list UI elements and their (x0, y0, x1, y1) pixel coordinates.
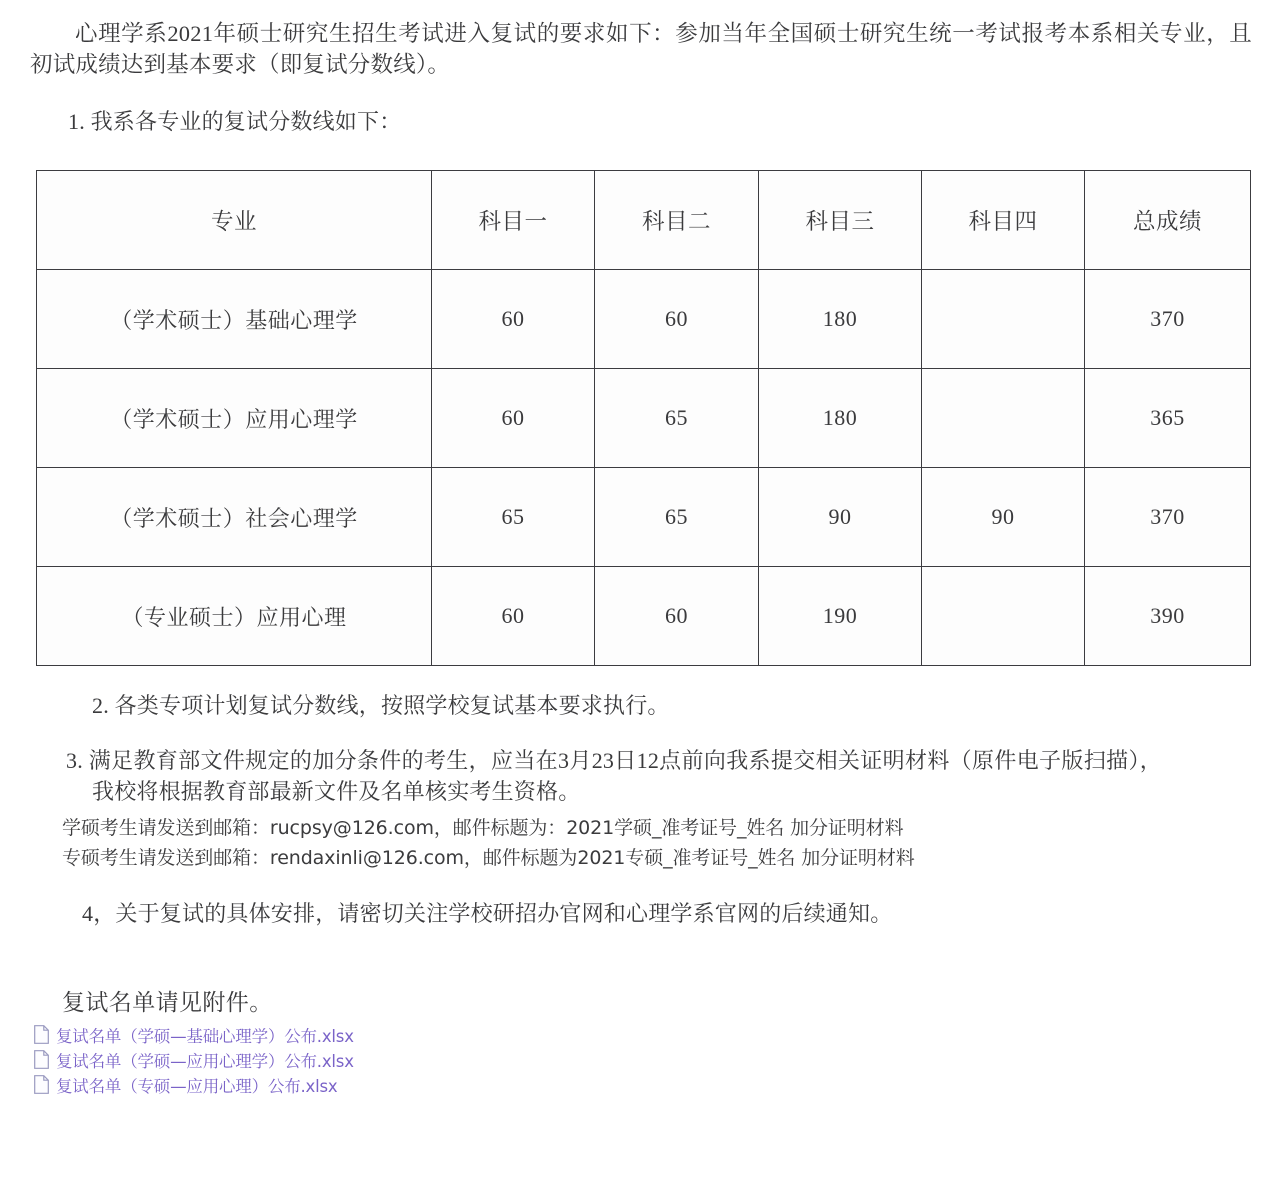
cell-subject3: 190 (759, 567, 922, 666)
column-header-subject3: 科目三 (759, 171, 922, 270)
attachment-heading: 复试名单请见附件。 (62, 990, 273, 1015)
column-header-subject2: 科目二 (595, 171, 759, 270)
cell-subject2: 60 (595, 270, 759, 369)
file-icon (34, 1025, 49, 1044)
list-item-2: 2. 各类专项计划复试分数线，按照学校复试基本要求执行。 (92, 693, 670, 718)
column-header-subject1: 科目一 (432, 171, 595, 270)
list-item-4: 4，关于复试的具体安排，请密切关注学校研招办官网和心理学系官网的后续通知。 (82, 901, 893, 926)
table-body (37, 270, 1251, 666)
cell-total: 370 (1085, 468, 1251, 567)
table-header-row (37, 171, 1251, 270)
cell-total: 365 (1085, 369, 1251, 468)
attachment-link[interactable]: 复试名单（专硕—应用心理）公布.xlsx (56, 1076, 338, 1096)
cell-subject1: 60 (432, 270, 595, 369)
column-header-total: 总成绩 (1085, 171, 1251, 270)
cell-major: （专业硕士）应用心理 (37, 567, 432, 666)
cell-subject4: 90 (922, 468, 1085, 567)
email-note-academic: 学硕考生请发送到邮箱：rucpsy@126.com，邮件标题为：2021学硕_准考证号_姓名 加分证明材料 (62, 817, 904, 839)
attachment-list (0, 1018, 1280, 1097)
file-icon (34, 1075, 49, 1094)
list-item-1: 1. 我系各专业的复试分数线如下： (68, 109, 402, 134)
scoreline-table-wrapper (0, 137, 1280, 666)
scoreline-table (36, 170, 1251, 666)
list-item[interactable] (34, 1022, 1280, 1047)
cell-subject3: 180 (759, 369, 922, 468)
cell-subject1: 60 (432, 567, 595, 666)
cell-subject1: 60 (432, 369, 595, 468)
intro-paragraph: 心理学系2021年硕士研究生招生考试进入复试的要求如下：参加当年全国硕士研究生统一考试报考本系相关专业，且初试成绩达到基本要求（即复试分数线）。 (30, 21, 1252, 77)
attachment-link[interactable]: 复试名单（学硕—应用心理学）公布.xlsx (56, 1051, 354, 1071)
cell-subject4 (922, 369, 1085, 468)
email-instructions (0, 807, 1280, 873)
file-icon (34, 1050, 49, 1069)
cell-subject2: 60 (595, 567, 759, 666)
cell-major: （学术硕士）社会心理学 (37, 468, 432, 567)
column-header-subject4: 科目四 (922, 171, 1085, 270)
attachment-link[interactable]: 复试名单（学硕—基础心理学）公布.xlsx (56, 1026, 354, 1046)
email-note-professional: 专硕考生请发送到邮箱：rendaxinli@126.com，邮件标题为2021专硕_准考证号_姓名 加分证明材料 (62, 847, 915, 869)
table-row (37, 270, 1251, 369)
cell-major: （学术硕士）应用心理学 (37, 369, 432, 468)
cell-major: （学术硕士）基础心理学 (37, 270, 432, 369)
list-item-3: 3. 满足教育部文件规定的加分条件的考生，应当在3月23日12点前向我系提交相关证明材料（原件电子版扫描），我校将根据教育部最新文件及名单核实考生资格。 (66, 748, 1162, 804)
table-row (37, 369, 1251, 468)
list-item[interactable] (34, 1047, 1280, 1072)
cell-total: 390 (1085, 567, 1251, 666)
table-row (37, 567, 1251, 666)
cell-subject2: 65 (595, 369, 759, 468)
table-header (37, 171, 1251, 270)
list-item[interactable] (34, 1072, 1280, 1097)
table-row (37, 468, 1251, 567)
column-header-major: 专业 (37, 171, 432, 270)
cell-subject3: 90 (759, 468, 922, 567)
cell-subject2: 65 (595, 468, 759, 567)
cell-subject4 (922, 270, 1085, 369)
cell-total: 370 (1085, 270, 1251, 369)
cell-subject4 (922, 567, 1085, 666)
cell-subject1: 65 (432, 468, 595, 567)
cell-subject3: 180 (759, 270, 922, 369)
